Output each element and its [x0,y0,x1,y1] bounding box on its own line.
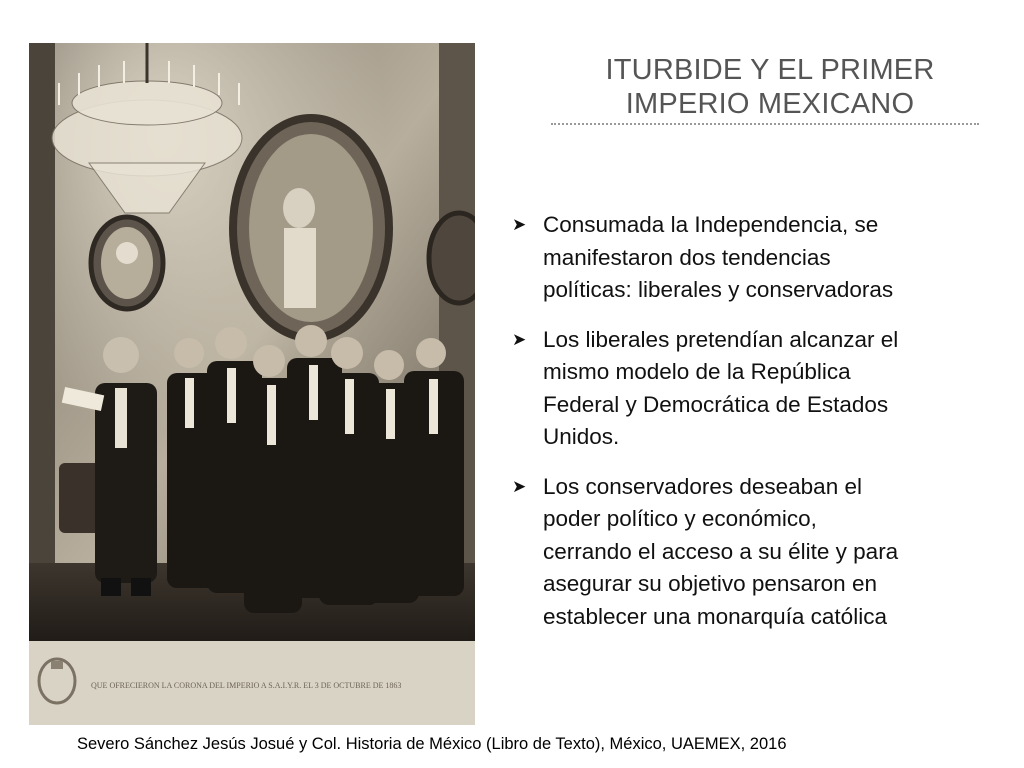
bullet-line: Los conservadores deseaban el [543,473,862,499]
title-dotted-divider [551,123,979,125]
source-citation: Severo Sánchez Jesús Josué y Col. Historia de México (Libro de Texto), México, UAEMEX, 2016 [77,735,787,753]
title-line-2: IMPERIO MEXICANO [625,88,915,120]
bullet-line: Federal y Democrática de Estados [543,391,889,417]
bullet-line: políticas: liberales y conservadoras [543,277,894,302]
bullet-line: establecer una monarquía católica [543,603,887,629]
bullet-line: Consumada la Independencia, se [543,212,879,237]
bullet-line: poder político y económico, [543,506,817,531]
photograph-illustration [29,43,475,725]
bullet-item [512,471,1012,634]
arrowhead-bullet-icon: ➤ [512,476,527,496]
bullet-line: mismo modelo de la República [543,359,851,384]
bullet-line: asegurar su objetivo pensaron en [543,571,877,596]
bullet-item [512,324,1012,454]
bullet-line: cerrando el acceso a su élite y para [543,538,899,564]
bullet-line: manifestaron dos tendencias [543,244,831,270]
bullet-line: Los liberales pretendían alcanzar el [543,326,899,352]
arrowhead-bullet-icon: ➤ [512,215,527,234]
arrowhead-bullet-icon: ➤ [512,329,527,349]
photo-caption: QUE OFRECIERON LA CORONA DEL IMPERIO A S.A.I.Y.R. EL 3 DE OCTUBRE DE 1863 [91,681,402,690]
title-line-1: ITURBIDE Y EL PRIMER [605,54,935,86]
bullet-list [512,209,1012,650]
bullet-line: Unidos. [543,424,620,449]
bullet-item [512,209,1012,307]
slide-title [520,53,1020,121]
historical-photograph [29,43,475,725]
